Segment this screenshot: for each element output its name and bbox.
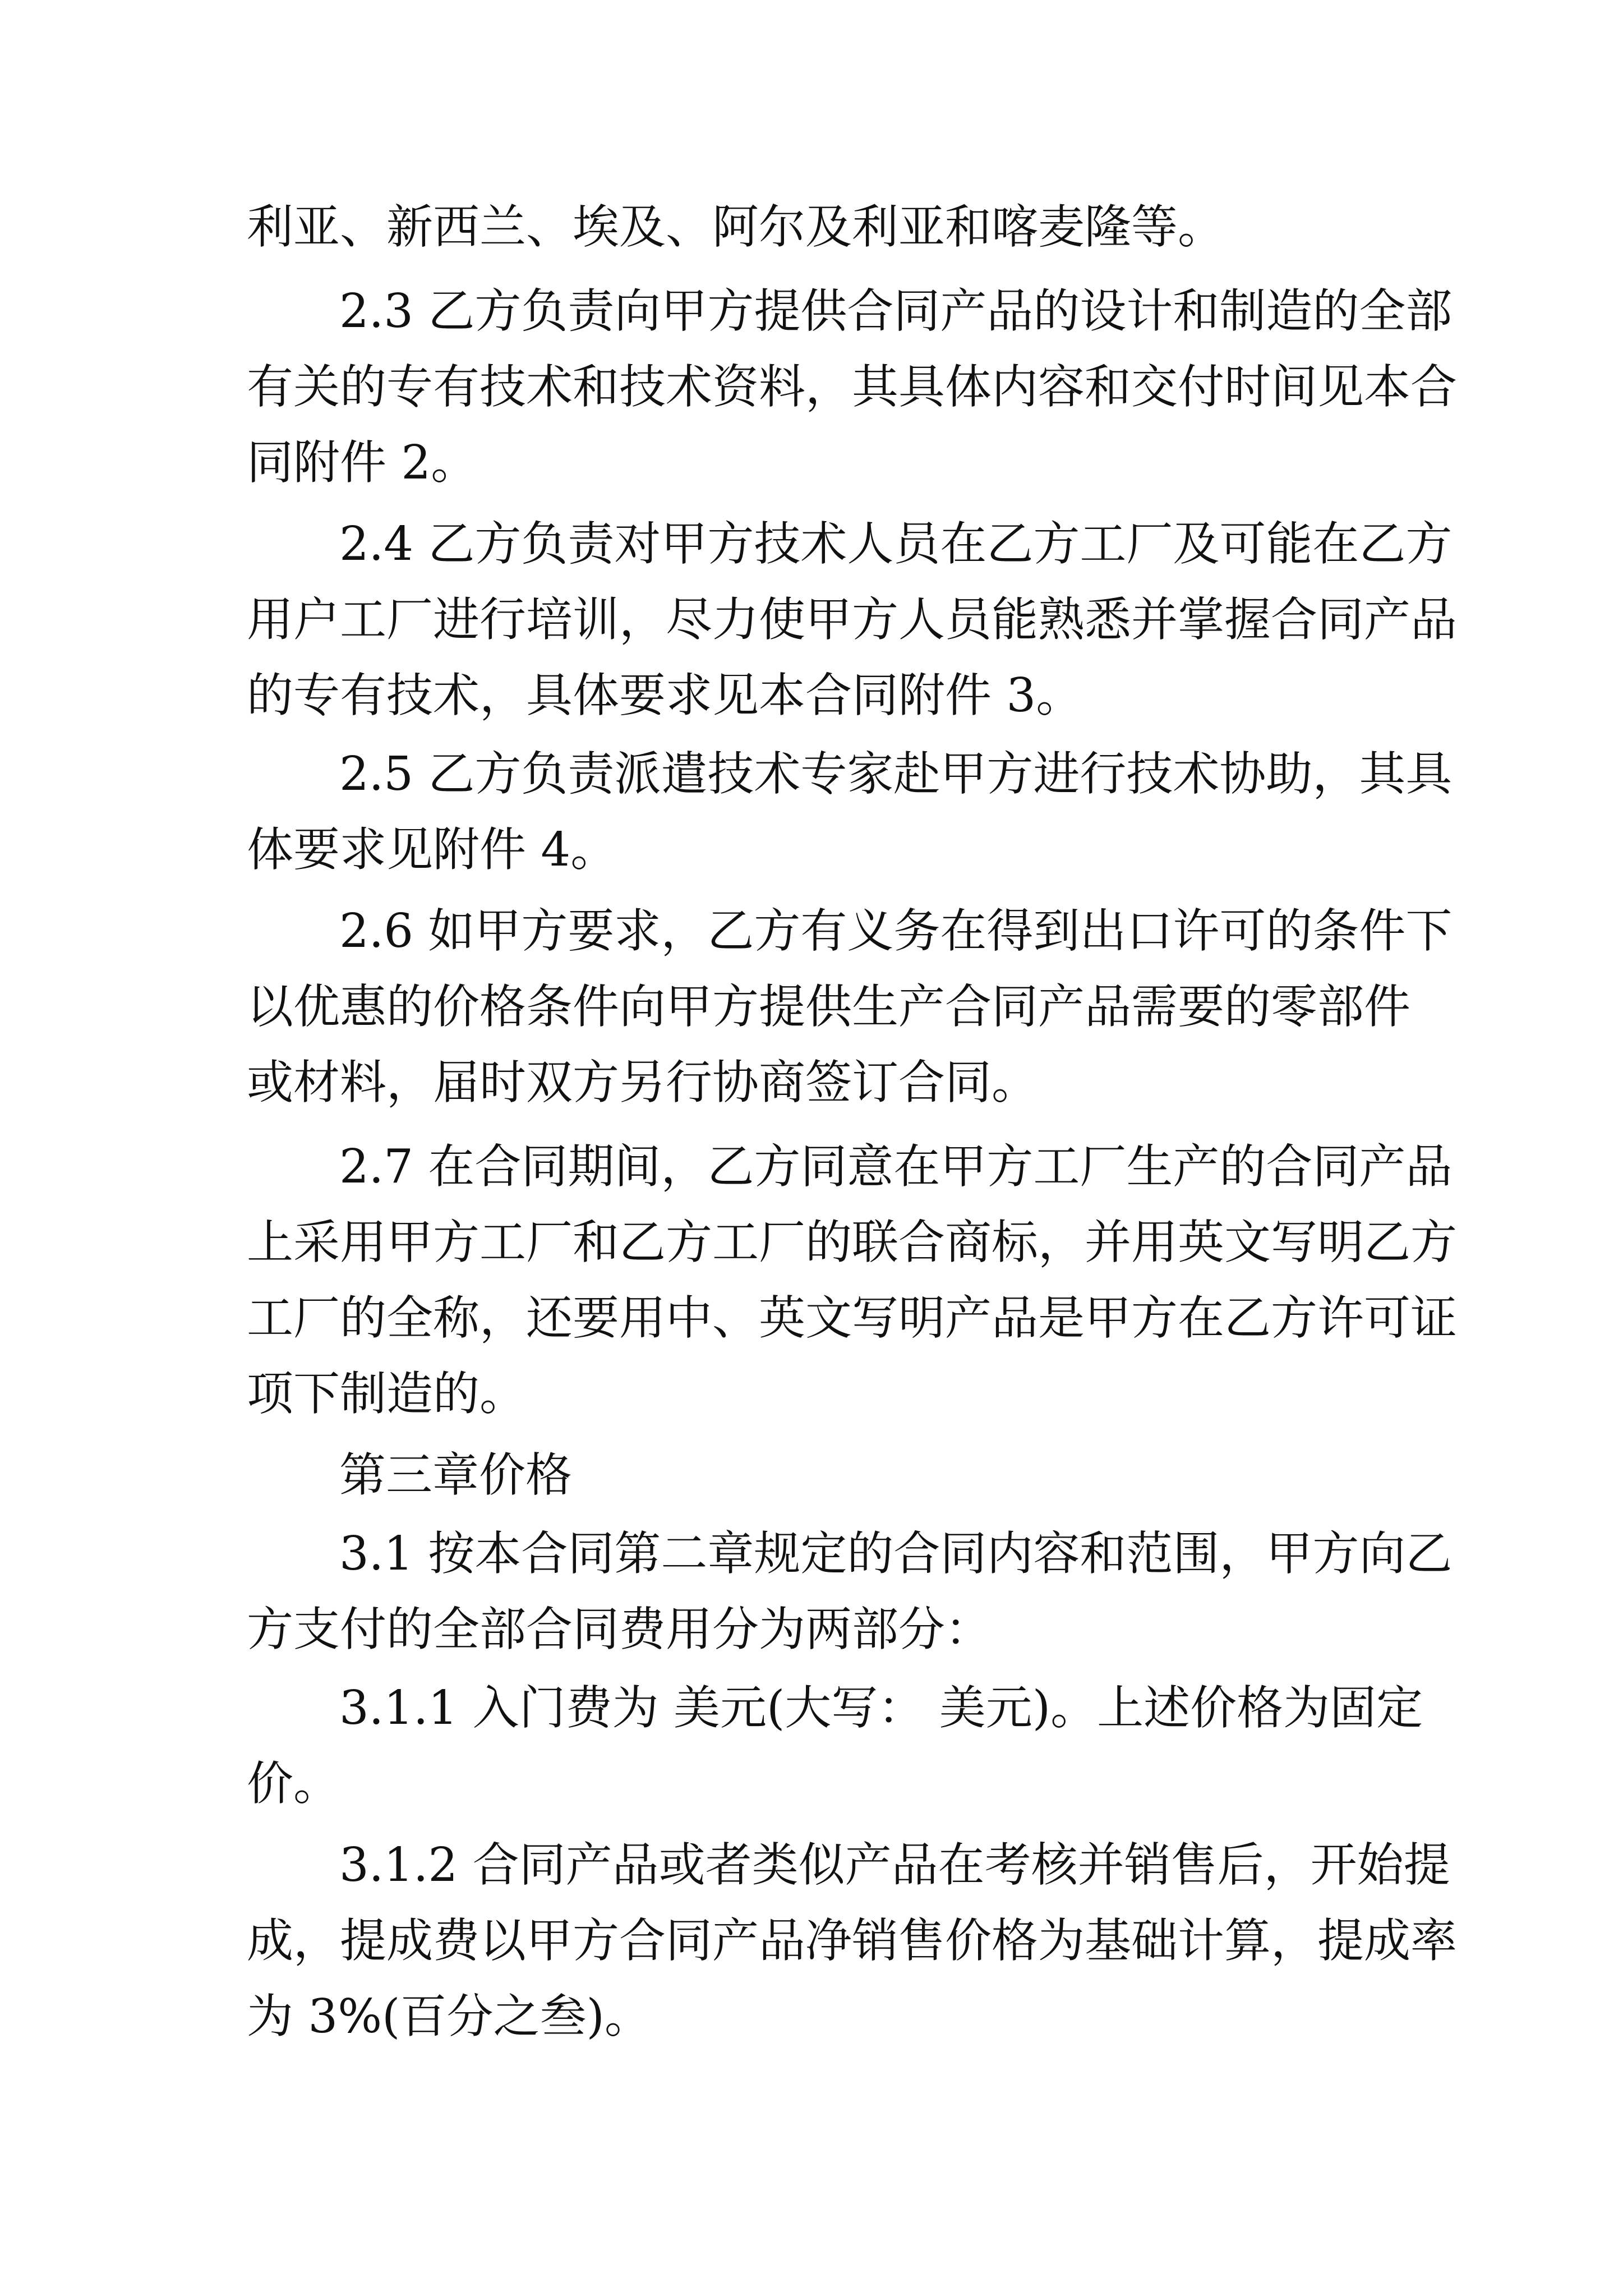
chapter-heading: 第三章价格: [339, 1448, 572, 1502]
text-line-3: 有关的专有技术和技术资料，其具体内容和交付时间见本合: [247, 360, 1457, 414]
text-line-12: 或材料，届时双方另行协商签订合同。: [247, 1055, 1038, 1110]
text-line-16: 项下制造的。: [247, 1366, 526, 1421]
text-line-18: 3.1 按本合同第二章规定的合同内容和范围，甲方向乙: [339, 1526, 1453, 1581]
text-line-13: 2.7 在合同期间，乙方同意在甲方工厂生产的合同产品: [339, 1139, 1453, 1194]
text-line-22: 3.1.2 合同产品或者类似产品在考核并销售后，开始提: [339, 1838, 1450, 1892]
text-line-11: 以优惠的价格条件向甲方提供生产合同产品需要的零部件: [247, 979, 1410, 1034]
text-line-21: 价。: [247, 1756, 340, 1811]
text-line-14: 上采用甲方工厂和乙方工厂的联合商标，并用英文写明乙方: [247, 1215, 1457, 1269]
text-line-19: 方支付的全部合同费用分为两部分：: [247, 1602, 992, 1657]
text-line-9: 体要求见附件 4。: [247, 822, 617, 877]
text-line-6: 用户工厂进行培训，尽力使甲方人员能熟悉并掌握合同产品: [247, 592, 1457, 647]
text-line-1: 利亚、新西兰、埃及、阿尔及利亚和喀麦隆等。: [247, 200, 1224, 254]
text-line-20: 3.1.1 入门费为 美元(大写： 美元)。上述价格为固定: [339, 1681, 1423, 1735]
text-line-4: 同附件 2。: [247, 435, 478, 490]
text-line-7: 的专有技术，具体要求见本合同附件 3。: [247, 668, 1083, 723]
text-line-24: 为 3%(百分之叁)。: [247, 1989, 651, 2044]
text-line-8: 2.5 乙方负责派遣技术专家赴甲方进行技术协助，其具: [339, 747, 1453, 801]
text-line-15: 工厂的全称，还要用中、英文写明产品是甲方在乙方许可证: [247, 1291, 1457, 1345]
text-line-10: 2.6 如甲方要求，乙方有义务在得到出口许可的条件下: [339, 904, 1453, 958]
text-line-2: 2.3 乙方负责向甲方提供合同产品的设计和制造的全部: [339, 284, 1453, 338]
text-line-5: 2.4 乙方负责对甲方技术人员在乙方工厂及可能在乙方: [339, 517, 1453, 571]
text-line-23: 成，提成费以甲方合同产品净销售价格为基础计算，提成率: [247, 1913, 1457, 1968]
